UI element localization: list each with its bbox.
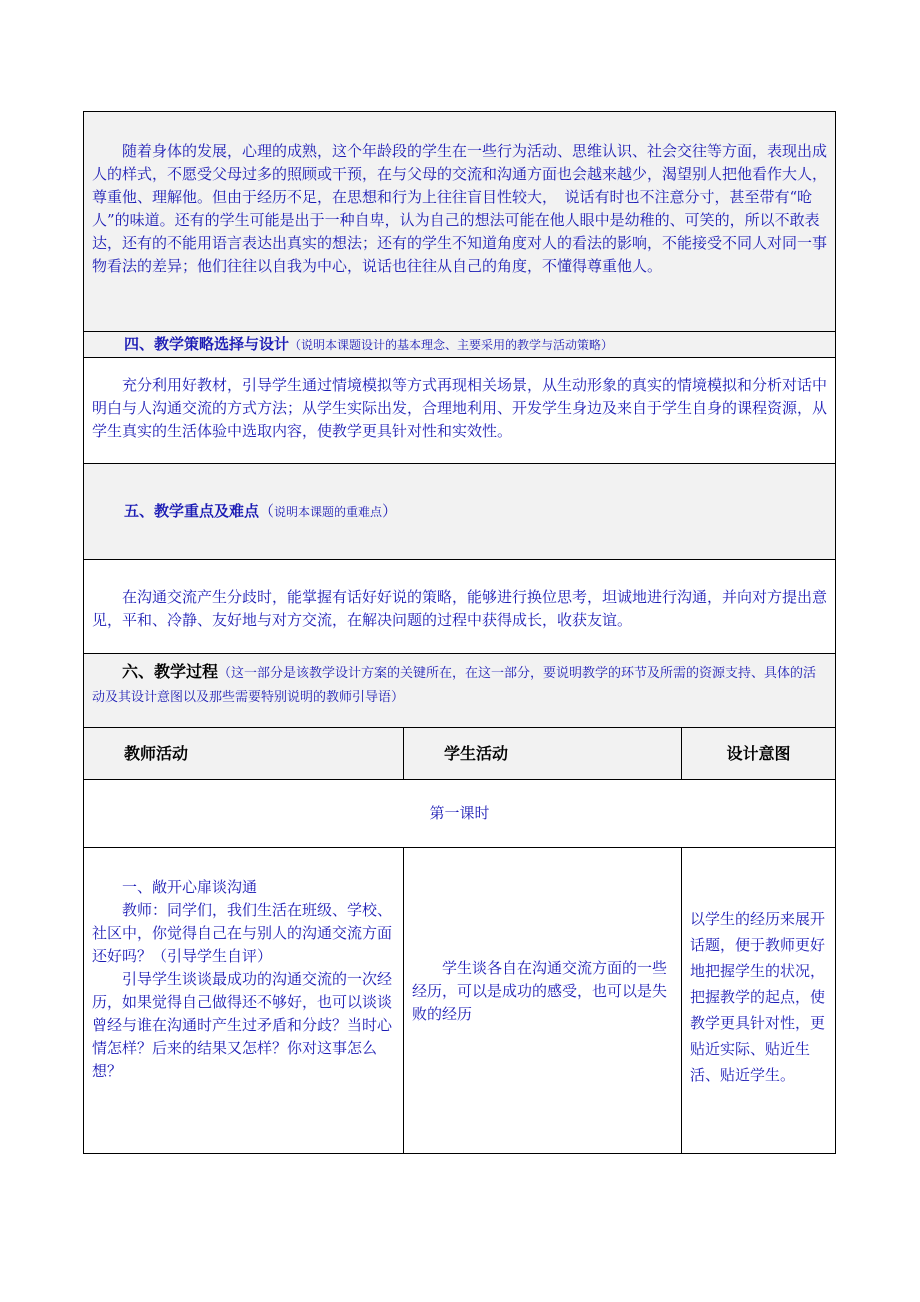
- key-points-cell: [84, 560, 836, 654]
- teacher-activity-guidance: 引导学生谈谈最成功的沟通交流的一次经历，如果觉得自己做得还不够好，也可以谈谈曾经与谁在沟通时产生过矛盾和分歧？当时心情怎样？后来的结果又怎样？你对这事怎么想？: [92, 970, 393, 1080]
- strategy-note: （说明本课题设计的基本理念、主要采用的教学与活动策略）: [289, 337, 614, 352]
- design-intent-text: 以学生的经历来展开话题，便于教师更好地把握学生的状况，把握教学的起点，使教学更具针对性，更贴近实际、贴近生活、贴近学生。: [690, 909, 826, 1084]
- lesson-plan-table: [83, 111, 836, 1154]
- strategy-text: 充分利用好教材，引导学生通过情境模拟等方式再现相关场景，从生动形象的真实的情境模拟和分析对话中明白与人沟通交流的方式方法；从学生实际出发，合理地利用、开发学生身边及来自于学生自身的课程资源，从学生真实的生活体验中选取内容，使教学更具针对性和实效性。: [92, 376, 828, 440]
- key-points-note-open: （: [259, 501, 275, 520]
- student-activity-cell: [404, 848, 682, 1154]
- learner-analysis-text: 随着身体的发展，心理的成熟，这个年龄段的学生在一些行为活动、思维认识、社会交往等方面，表现出成人的样式，不愿受父母过多的照顾或干预，在与父母的交流和沟通方面也会越来越少，渴望别人把他看作大人，尊重他、理解他。但由于经历不足，在思想和行为上往往盲目性较大， 说话有时也不注意分寸，甚至带有“呛人”的味道。还有的学生可能是出于一种自卑，认为自己的想法可能在他人眼中是幼稚的、可笑的，所以不敢表达，还有的不能用语言表达出真实的想法；还有的学生不知道角度对人的看法的影响，不能接受不同人对同一事物看法的差异；他们往往以自我为中心，说话也往往从自己的角度，不懂得尊重他人。: [92, 142, 828, 275]
- col-header-teacher: 教师活动: [84, 728, 404, 780]
- teacher-activity-cell: [84, 848, 404, 1154]
- key-points-heading-cell: [84, 464, 836, 560]
- process-note: （这一部分是该教学设计方案的关键所在，在这一部分，要说明教学的环节及所需的资源支持、具体的活动及其设计意图以及那些需要特别说明的教师引导语）: [92, 666, 817, 705]
- design-intent-cell: [682, 848, 836, 1154]
- strategy-cell: [84, 358, 836, 464]
- key-points-heading: 五、教学重点及难点: [124, 501, 260, 520]
- strategy-heading-cell: [84, 332, 836, 358]
- learner-analysis-cell: [84, 112, 836, 332]
- process-heading: 六、教学过程: [122, 662, 219, 681]
- teacher-activity-title: 一、敞开心扉谈沟通: [122, 878, 258, 896]
- key-points-note-close: ）: [382, 501, 398, 520]
- col-header-intent: 设计意图: [682, 728, 836, 780]
- student-activity-text: 学生谈各自在沟通交流方面的一些经历，可以是成功的感受，也可以是失败的经历: [412, 959, 668, 1023]
- col-header-student: 学生活动: [404, 728, 682, 780]
- key-points-text: 在沟通交流产生分歧时，能掌握有话好好说的策略，能够进行换位思考，坦诚地进行沟通，并向对方提出意见，平和、冷静、友好地与对方交流，在解决问题的过程中获得成长，收获友谊。: [92, 588, 828, 629]
- key-points-note: 说明本课题的重难点: [274, 504, 383, 519]
- process-heading-cell: [84, 654, 836, 728]
- strategy-heading: 四、教学策略选择与设计: [124, 334, 290, 353]
- teacher-activity-question: 教师：同学们，我们生活在班级、学校、社区中，你觉得自己在与别人的沟通交流方面还好吗？（引导学生自评）: [92, 901, 393, 965]
- lesson-label: 第一课时: [84, 780, 836, 848]
